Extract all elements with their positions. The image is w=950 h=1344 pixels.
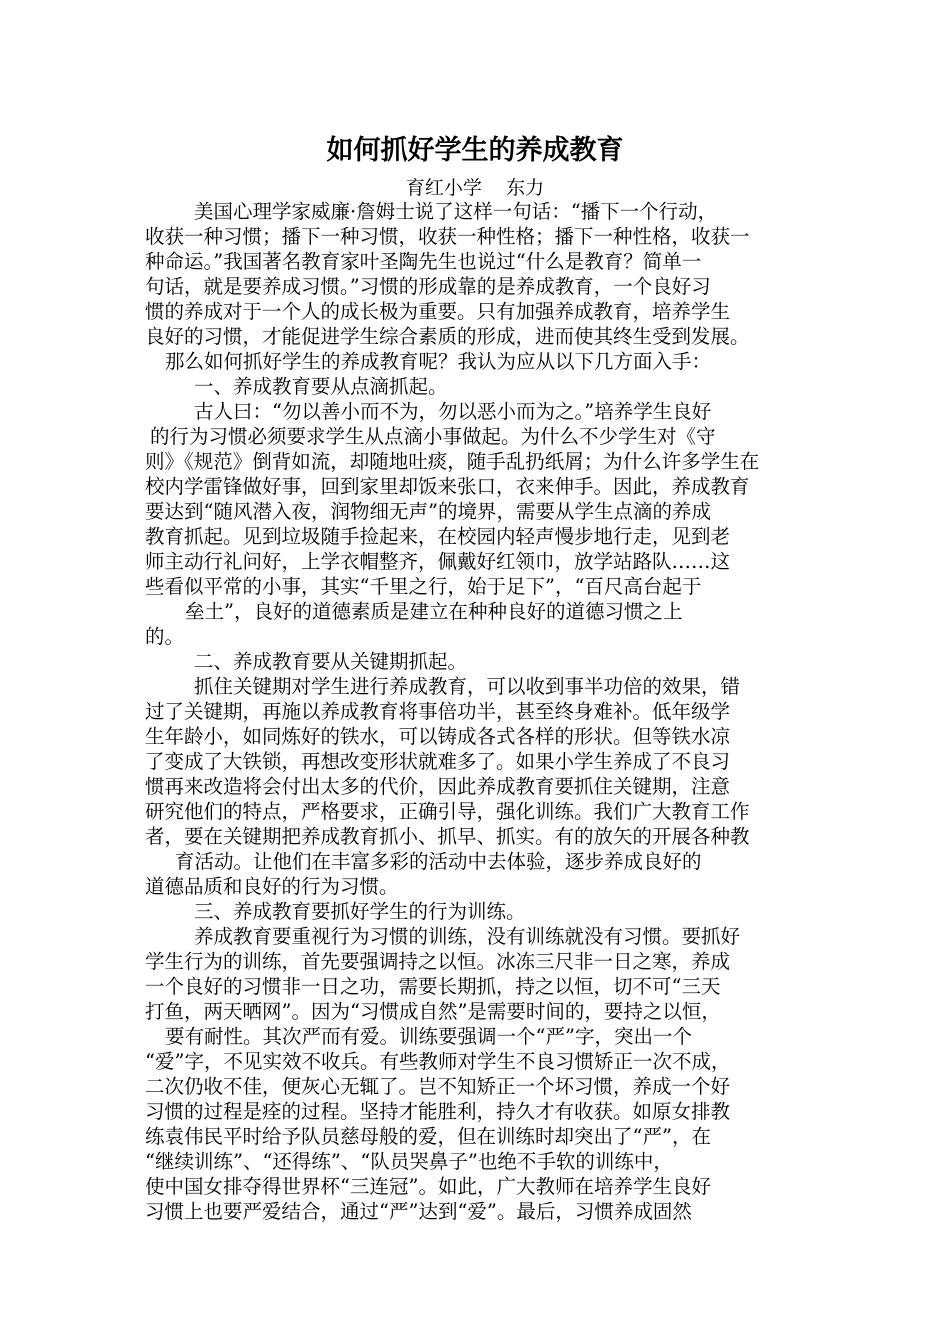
body-line: 使中国女排夺得世界杯“三连冠”。如此，广大教师在培养学生良好 bbox=[145, 1175, 711, 1198]
body-line: 习惯的过程是痊的过程。坚持才能胜利，持久才有收获。如原女排教 bbox=[145, 1100, 731, 1123]
body-line: 美国心理学家威廉·詹姆士说了这样一句话：“播下一个行动， bbox=[194, 200, 718, 223]
body-line: 师主动行礼问好，上学衣帽整齐，佩戴好红领巾，放学站路队……这 bbox=[145, 550, 731, 573]
body-line: 习惯上也要严爱结合，通过“严”达到“爱”。最后，习惯养成固然 bbox=[145, 1200, 692, 1223]
body-line: 要达到“随风潜入夜，润物细无声”的境界，需要从学生点滴的养成 bbox=[145, 500, 711, 523]
body-line: 的。 bbox=[145, 625, 185, 648]
body-line: 句话，就是要养成习惯。”习惯的形成靠的是养成教育，一个良好习 bbox=[145, 275, 711, 298]
body-line: 良好的习惯，才能促进学生综合素质的形成，进而使其终生受到发展。 bbox=[145, 325, 750, 348]
body-line: 些看似平常的小事，其实“千里之行，始于足下”，“百尺高台起于 bbox=[145, 575, 702, 598]
author-line: 育红小学 东力 bbox=[405, 177, 545, 199]
body-line: 一个良好的习惯非一日之功，需要长期抓，持之以恒，切不可“三天 bbox=[145, 975, 721, 998]
body-line: 的行为习惯必须要求学生从点滴小事做起。为什么不少学生对《守 bbox=[150, 425, 716, 448]
body-line: 惯再来改造将会付出太多的代价，因此养成教育要抓住关键期，注意 bbox=[145, 775, 731, 798]
body-line: 学生行为的训练，首先要强调持之以恒。冰冻三尺非一日之寒，养成 bbox=[145, 950, 731, 973]
body-line: 育活动。让他们在丰富多彩的活动中去体验，逐步养成良好的 bbox=[175, 850, 702, 873]
body-line: 打鱼，两天晒网”。因为“习惯成自然”是需要时间的，要持之以恒， bbox=[145, 1000, 721, 1023]
body-line: 教育抓起。见到垃圾随手捡起来，在校园内轻声慢步地行走，见到老 bbox=[145, 525, 731, 548]
section-heading: 二、养成教育要从关键期抓起。 bbox=[194, 650, 468, 673]
body-line: 练袁伟民平时给予队员慈母般的爱，但在训练时却突出了“严”，在 bbox=[145, 1125, 711, 1148]
section-heading: 一、养成教育要从点滴抓起。 bbox=[194, 375, 448, 398]
body-line: 二次仍收不佳，便灰心无辄了。岂不知矫正一个坏习惯，养成一个好 bbox=[145, 1075, 731, 1098]
body-line: 则》《规范》倒背如流，却随地吐痰，随手乱扔纸屑；为什么许多学生在 bbox=[145, 450, 760, 473]
body-line: “继续训练”、“还得练”、“队员哭鼻子”也绝不手软的训练中， bbox=[145, 1150, 673, 1173]
body-line: 生年龄小，如同炼好的铁水，可以铸成各式各样的形状。但等铁水凉 bbox=[145, 725, 731, 748]
body-line: 了变成了大铁锁，再想改变形状就难多了。如果小学生养成了不良习 bbox=[145, 750, 731, 773]
section-heading: 三、养成教育要抓好学生的行为训练。 bbox=[194, 900, 526, 923]
body-line: 垒土”，良好的道德素质是建立在种种良好的道德习惯之上 bbox=[185, 600, 683, 623]
body-line: 要有耐性。其次严而有爱。训练要强调一个“严”字，突出一个 bbox=[165, 1025, 692, 1048]
body-line: 研究他们的特点，严格要求，正确引导，强化训练。我们广大教育工作 bbox=[145, 800, 750, 823]
body-line: 者，要在关键期把养成教育抓小、抓早、抓实。有的放矢的开展各种教 bbox=[145, 825, 750, 848]
body-line: 道德品质和良好的行为习惯。 bbox=[145, 875, 399, 898]
body-line: 收获一种习惯；播下一种习惯，收获一种性格；播下一种性格，收获一 bbox=[145, 225, 750, 248]
body-line: 种命运。”我国著名教育家叶圣陶先生也说过“什么是教育？简单一 bbox=[145, 250, 702, 273]
body-line: 那么如何抓好学生的养成教育呢？我认为应从以下几方面入手： bbox=[165, 350, 712, 373]
body-line: 惯的养成对于一个人的成长极为重要。只有加强养成教育，培养学生 bbox=[145, 300, 731, 323]
body-line: “爱”字，不见实效不收兵。有些教师对学生不良习惯矫正一次不成， bbox=[145, 1050, 731, 1073]
body-line: 养成教育要重视行为习惯的训练，没有训练就没有习惯。要抓好 bbox=[194, 925, 741, 948]
body-line: 过了关键期，再施以养成教育将事倍功半，甚至终身难补。低年级学 bbox=[145, 700, 731, 723]
body-line: 古人曰：“勿以善小而不为，勿以恶小而为之。”培养学生良好 bbox=[194, 400, 712, 423]
body-line: 校内学雷锋做好事，回到家里却饭来张口，衣来伸手。因此，养成教育 bbox=[145, 475, 750, 498]
body-line: 抓住关键期对学生进行养成教育，可以收到事半功倍的效果，错 bbox=[194, 675, 741, 698]
document-title: 如何抓好学生的养成教育 bbox=[326, 135, 624, 166]
